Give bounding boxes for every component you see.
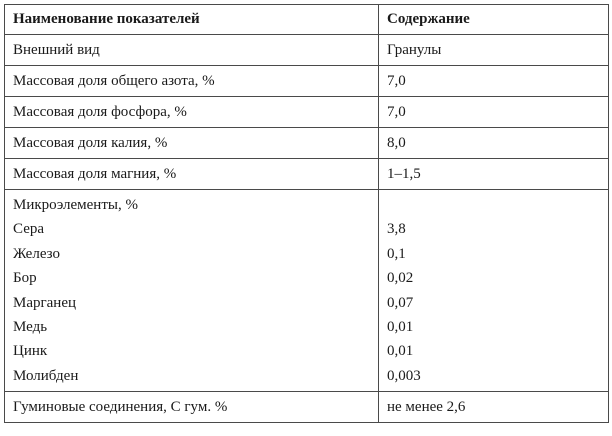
microelements-names: [5, 190, 379, 392]
row-indicator: Внешний вид: [5, 35, 379, 66]
row-indicator: Массовая доля фосфора, %: [5, 97, 379, 128]
header-content: Содержание: [379, 5, 609, 35]
row-content: 7,0: [379, 97, 609, 128]
microelement-name: Медь: [13, 318, 48, 335]
microelements-values: [379, 190, 609, 392]
microelement-value: 0,01: [387, 318, 414, 335]
table-row: [5, 97, 609, 128]
row-content: 7,0: [379, 66, 609, 97]
table-row: [5, 66, 609, 97]
microelement-value: 3,8: [387, 221, 406, 238]
composition-table: [4, 4, 609, 423]
table-row: [5, 35, 609, 66]
microelement-name: Железо: [13, 245, 60, 262]
row-indicator: Гуминовые соединения, С гум. %: [5, 392, 379, 423]
microelement-value: 0,01: [387, 343, 414, 360]
row-indicator: Массовая доля магния, %: [5, 159, 379, 190]
microelement-name: Молибден: [13, 367, 79, 384]
microelements-title: Микроэлементы, %: [13, 197, 138, 213]
microelements-title-blank: [387, 193, 608, 217]
microelement-name: Марганец: [13, 294, 77, 311]
microelement-name: Сера: [13, 221, 45, 238]
row-indicator: Массовая доля калия, %: [5, 128, 379, 159]
microelement-name: Цинк: [13, 343, 48, 360]
row-content: 8,0: [379, 128, 609, 159]
row-content: 1–1,5: [379, 159, 609, 190]
table-header-row: [5, 5, 609, 35]
microelement-name: Бор: [13, 270, 37, 287]
microelement-value: 0,003: [387, 367, 421, 384]
table-row: [5, 128, 609, 159]
microelement-value: 0,1: [387, 245, 406, 262]
microelement-value: 0,07: [387, 294, 414, 311]
table-row: [5, 392, 609, 423]
row-content: Гранулы: [379, 35, 609, 66]
table-row: [5, 159, 609, 190]
microelements-row: [5, 190, 609, 392]
microelement-value: 0,02: [387, 270, 414, 287]
row-indicator: Массовая доля общего азота, %: [5, 66, 379, 97]
header-indicator: Наименование показателей: [5, 5, 379, 35]
row-content: не менее 2,6: [379, 392, 609, 423]
